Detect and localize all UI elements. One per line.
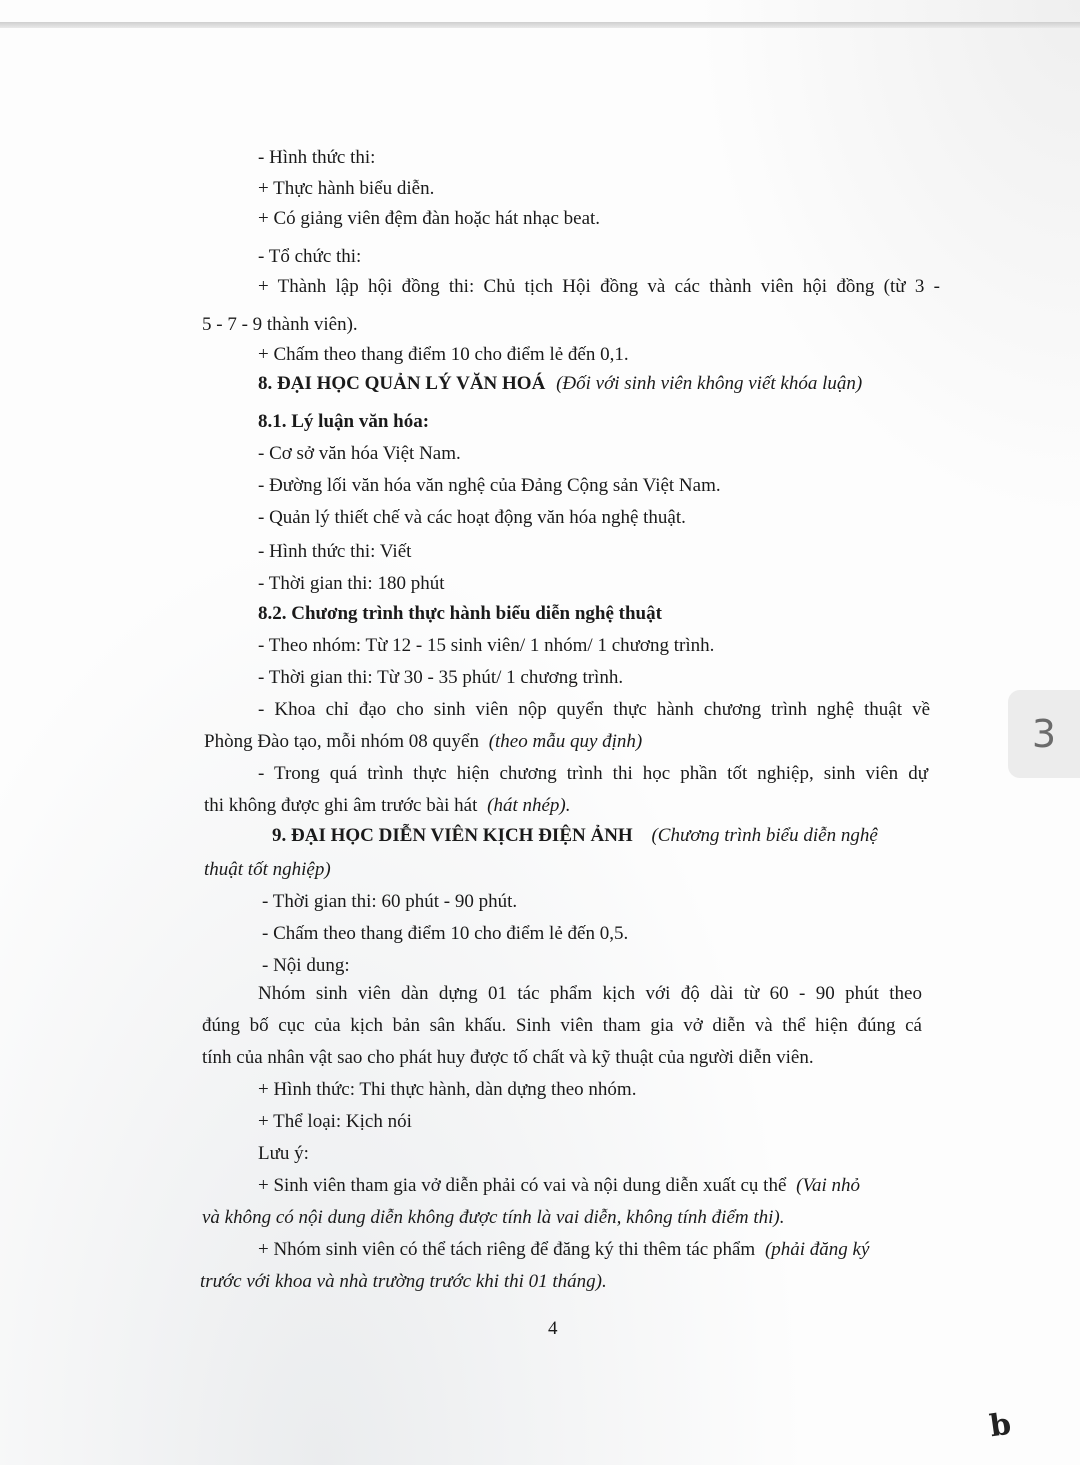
doc-line: Lưu ý: [258, 1143, 309, 1164]
doc-line: + Có giảng viên đệm đàn hoặc hát nhạc beat. [258, 208, 601, 229]
line-note: (hát nhép). [487, 795, 571, 816]
doc-line: + Thể loại: Kịch nói [258, 1111, 412, 1132]
line-text: + Nhóm sinh viên có thể tách riêng để đăng ký thi thêm tác phẩm [258, 1239, 756, 1260]
doc-line: + Thực hành biểu diễn. [258, 178, 435, 199]
doc-line: đúng bố cục của kịch bản sân khấu. Sinh viên tham gia vở diễn và thể hiện đúng cá [202, 1015, 922, 1036]
doc-line: + Thành lập hội đồng thi: Chủ tịch Hội đồng và các thành viên hội đồng (từ 3 - [258, 276, 940, 297]
section-heading-9 [272, 824, 878, 848]
doc-line: - Quản lý thiết chế và các hoạt động văn hóa nghệ thuật. [258, 507, 686, 528]
doc-line: - Tổ chức thi: [258, 246, 362, 267]
page-indicator-number: 3 [1031, 712, 1057, 756]
doc-line: - Theo nhóm: Từ 12 - 15 sinh viên/ 1 nhóm/ 1 chương trình. [258, 635, 715, 656]
line-note: (theo mẫu quy định) [488, 731, 643, 752]
doc-line: - Đường lối văn hóa văn nghệ của Đảng Cộng sản Việt Nam. [258, 475, 721, 496]
subsection-heading-8-2: 8.2. Chương trình thực hành biểu diễn nghệ thuật [258, 603, 662, 624]
page-indicator-tab[interactable] [1008, 690, 1080, 778]
doc-line: 5 - 7 - 9 thành viên). [202, 314, 358, 335]
doc-line: thuật tốt nghiệp) [204, 859, 331, 880]
doc-line: - Nội dung: [262, 955, 350, 976]
line-text: Phòng Đào tạo, mỗi nhóm 08 quyển [204, 731, 479, 752]
doc-line: - Thời gian thi: 60 phút - 90 phút. [262, 891, 518, 912]
doc-line: - Chấm theo thang điểm 10 cho điểm lẻ đến 0,5. [262, 923, 629, 944]
doc-line: - Hình thức thi: [258, 147, 376, 168]
doc-line: tính của nhân vật sao cho phát huy được tố chất và kỹ thuật của người diễn viên. [202, 1047, 814, 1068]
line-note: (Vai nhỏ [796, 1175, 860, 1196]
page-number: 4 [548, 1318, 558, 1339]
doc-line [204, 794, 571, 818]
handwritten-mark: b [987, 1406, 1014, 1445]
heading-note: (Đối với sinh viên không viết khóa luận) [556, 373, 863, 394]
doc-line: + Hình thức: Thi thực hành, dàn dựng theo nhóm. [258, 1079, 637, 1100]
doc-line [258, 1238, 869, 1262]
line-text: + Sinh viên tham gia vở diễn phải có vai và nội dung diễn xuất cụ thể [258, 1175, 787, 1196]
heading-text: 9. ĐẠI HỌC DIỄN VIÊN KỊCH ĐIỆN ẢNH [272, 825, 633, 846]
section-heading-8 [258, 372, 862, 396]
heading-note: (Chương trình biểu diễn nghệ [651, 825, 878, 846]
top-border [0, 22, 1080, 28]
doc-line [204, 730, 642, 754]
doc-line [258, 1174, 860, 1198]
doc-line: - Thời gian thi: Từ 30 - 35 phút/ 1 chương trình. [258, 667, 624, 688]
doc-line: Nhóm sinh viên dàn dựng 01 tác phẩm kịch với độ dài từ 60 - 90 phút theo [258, 983, 922, 1004]
doc-line: - Hình thức thi: Viết [258, 541, 412, 562]
doc-line: - Trong quá trình thực hiện chương trình thi học phần tốt nghiệp, sinh viên dự [258, 763, 928, 784]
doc-line: - Khoa chỉ đạo cho sinh viên nộp quyển thực hành chương trình nghệ thuật về [258, 699, 930, 720]
doc-line: - Thời gian thi: 180 phút [258, 573, 445, 594]
doc-line: + Chấm theo thang điểm 10 cho điểm lẻ đến 0,1. [258, 344, 629, 365]
heading-text: 8. ĐẠI HỌC QUẢN LÝ VĂN HOÁ [258, 373, 546, 394]
line-text: thi không được ghi âm trước bài hát [204, 795, 478, 816]
doc-line: và không có nội dung diễn không được tính là vai diễn, không tính điểm thi). [202, 1207, 785, 1228]
doc-line: - Cơ sở văn hóa Việt Nam. [258, 443, 461, 464]
subsection-heading-8-1: 8.1. Lý luận văn hóa: [258, 411, 430, 432]
doc-line: trước với khoa và nhà trường trước khi thi 01 tháng). [200, 1271, 607, 1292]
line-note: (phải đăng ký [764, 1239, 870, 1260]
